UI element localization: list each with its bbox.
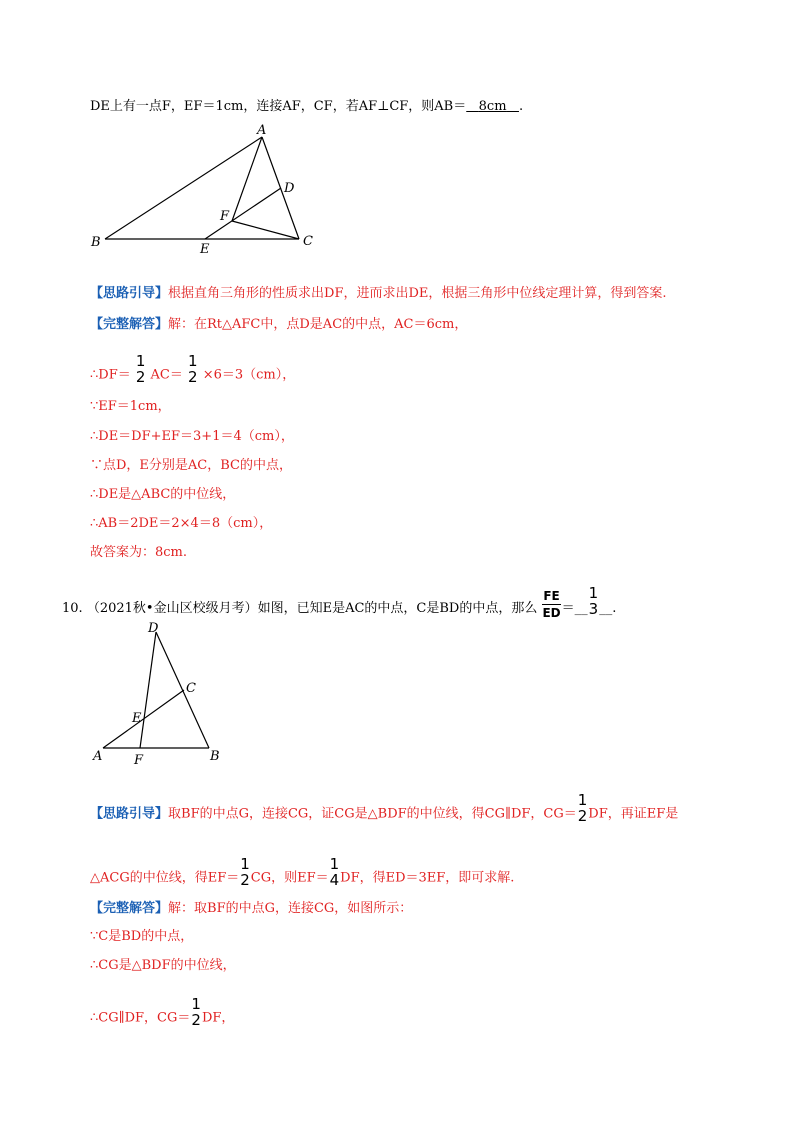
fraction-half bbox=[578, 792, 588, 824]
q9-s1a: ∴DF＝ bbox=[90, 367, 131, 383]
q9-stem-end: . bbox=[518, 99, 524, 114]
q10-hint1b: DF，再证EF是 bbox=[588, 806, 679, 822]
frac-den: 2 bbox=[135, 368, 146, 386]
fraction-half bbox=[136, 353, 146, 385]
q9-hint bbox=[90, 285, 667, 303]
frac-num: 1 bbox=[188, 352, 198, 370]
frac-den: 2 bbox=[188, 368, 198, 386]
frac-den: 4 bbox=[329, 871, 340, 889]
q10-tail: __. bbox=[599, 601, 617, 616]
label-c: C bbox=[186, 681, 196, 696]
frac-num: 1 bbox=[329, 855, 340, 873]
q9-sol-tag: 【完整解答】 bbox=[90, 317, 169, 332]
q9-s1c: ×6＝3（cm）， bbox=[202, 367, 296, 383]
q10-stem-text: （2021秋•金山区校级月考）如图，已知E是AC的中点，C是BD的中点，那么 bbox=[86, 601, 538, 616]
seg-fc bbox=[232, 221, 299, 239]
q10-sol-tag: 【完整解答】 bbox=[90, 901, 169, 916]
fraction-fe-ed bbox=[542, 588, 560, 621]
fraction-half bbox=[188, 353, 198, 385]
label-b: B bbox=[91, 235, 101, 250]
ans-num: 1 bbox=[588, 583, 599, 602]
q9-sol-intro-text: 解：在Rt△AFC中，点D是AC的中点，AC＝6cm， bbox=[168, 317, 468, 332]
label-c: C bbox=[303, 234, 313, 249]
q10-hint2c: DF，得ED＝3EF，即可求解. bbox=[340, 870, 515, 886]
frac-num: 1 bbox=[191, 995, 201, 1013]
label-e: E bbox=[132, 711, 142, 726]
q9-step-2: ∵EF＝1cm， bbox=[90, 399, 171, 414]
q10-hint-tag: 【思路引导】 bbox=[90, 806, 169, 822]
frac-den-ed: ED bbox=[542, 606, 561, 620]
q9-solution-intro bbox=[90, 316, 467, 334]
fraction-answer bbox=[589, 585, 599, 617]
fraction-half bbox=[191, 996, 201, 1028]
frac-num: 1 bbox=[240, 855, 250, 873]
label-f: F bbox=[134, 753, 144, 768]
q9-stem-text: DE上有一点F，EF＝1cm，连接AF，CF，若AF⊥CF，则AB＝ bbox=[90, 99, 467, 114]
frac-num: 1 bbox=[135, 352, 146, 370]
q10-eq: ＝__ bbox=[561, 601, 588, 616]
fraction-half bbox=[240, 856, 250, 888]
q10-step-2: ∴CG是△BDF的中位线， bbox=[90, 958, 236, 973]
label-e: E bbox=[200, 242, 210, 257]
q10-solution-intro bbox=[90, 900, 412, 918]
ans-den: 3 bbox=[588, 599, 599, 618]
seg-af bbox=[232, 137, 262, 221]
fraction-quarter bbox=[330, 856, 340, 888]
q10-sol-intro-text: 解：取BF的中点G，连接CG，如图所示： bbox=[168, 901, 413, 916]
seg-db bbox=[156, 632, 209, 748]
q10-step-1: ∵C是BD的中点， bbox=[90, 929, 194, 944]
frac-num: 1 bbox=[577, 791, 588, 809]
seg-ab bbox=[105, 137, 262, 239]
q10-step-3 bbox=[90, 995, 235, 1034]
q9-hint-text: 根据直角三角形的性质求出DF，进而求出DE，根据三角形中位线定理计算，得到答案. bbox=[168, 286, 667, 301]
q9-step-1 bbox=[90, 352, 296, 391]
q9-step-4: ∵点D，E分别是AC，BC的中点， bbox=[90, 458, 292, 473]
q9-stem-line bbox=[90, 98, 523, 116]
q9-step-6: ∴AB＝2DE＝2×4＝8（cm）， bbox=[90, 516, 273, 531]
q10-hint1a: 取BF的中点G，连接CG，证CG是△BDF的中位线，得CG∥DF，CG＝ bbox=[168, 806, 577, 822]
q9-figure bbox=[85, 120, 325, 260]
q10-s3b: DF， bbox=[201, 1010, 235, 1026]
q10-figure bbox=[88, 618, 238, 768]
frac-den: 2 bbox=[191, 1011, 201, 1029]
q10-hint2a: △ACG的中位线，得EF＝ bbox=[90, 870, 240, 886]
q9-step-7: 故答案为：8cm. bbox=[90, 545, 188, 560]
q9-step-3: ∴DE＝DF+EF＝3+1＝4（cm）， bbox=[90, 429, 294, 444]
q10-hint2b: CG，则EF＝ bbox=[250, 870, 329, 886]
frac-den: 2 bbox=[240, 871, 250, 889]
q10-s3a: ∴CG∥DF，CG＝ bbox=[90, 1010, 191, 1026]
label-a: A bbox=[257, 123, 267, 138]
q10-hint-line-2 bbox=[90, 855, 515, 894]
q9-s1b: AC＝ bbox=[150, 367, 183, 383]
frac-den: 2 bbox=[577, 807, 588, 825]
q9-hint-tag: 【思路引导】 bbox=[90, 286, 169, 301]
frac-num-fe: FE bbox=[543, 589, 560, 603]
q9-step-5: ∴DE是△ABC的中位线， bbox=[90, 487, 236, 502]
label-a: A bbox=[93, 749, 103, 764]
q10-hint-line-1 bbox=[90, 791, 679, 830]
q10-number: 10. bbox=[62, 601, 83, 616]
q9-answer: 8cm bbox=[478, 99, 507, 114]
label-b: B bbox=[210, 749, 220, 764]
label-d: D bbox=[148, 621, 159, 636]
label-d: D bbox=[284, 181, 295, 196]
label-f: F bbox=[220, 209, 230, 224]
seg-df bbox=[140, 632, 156, 748]
